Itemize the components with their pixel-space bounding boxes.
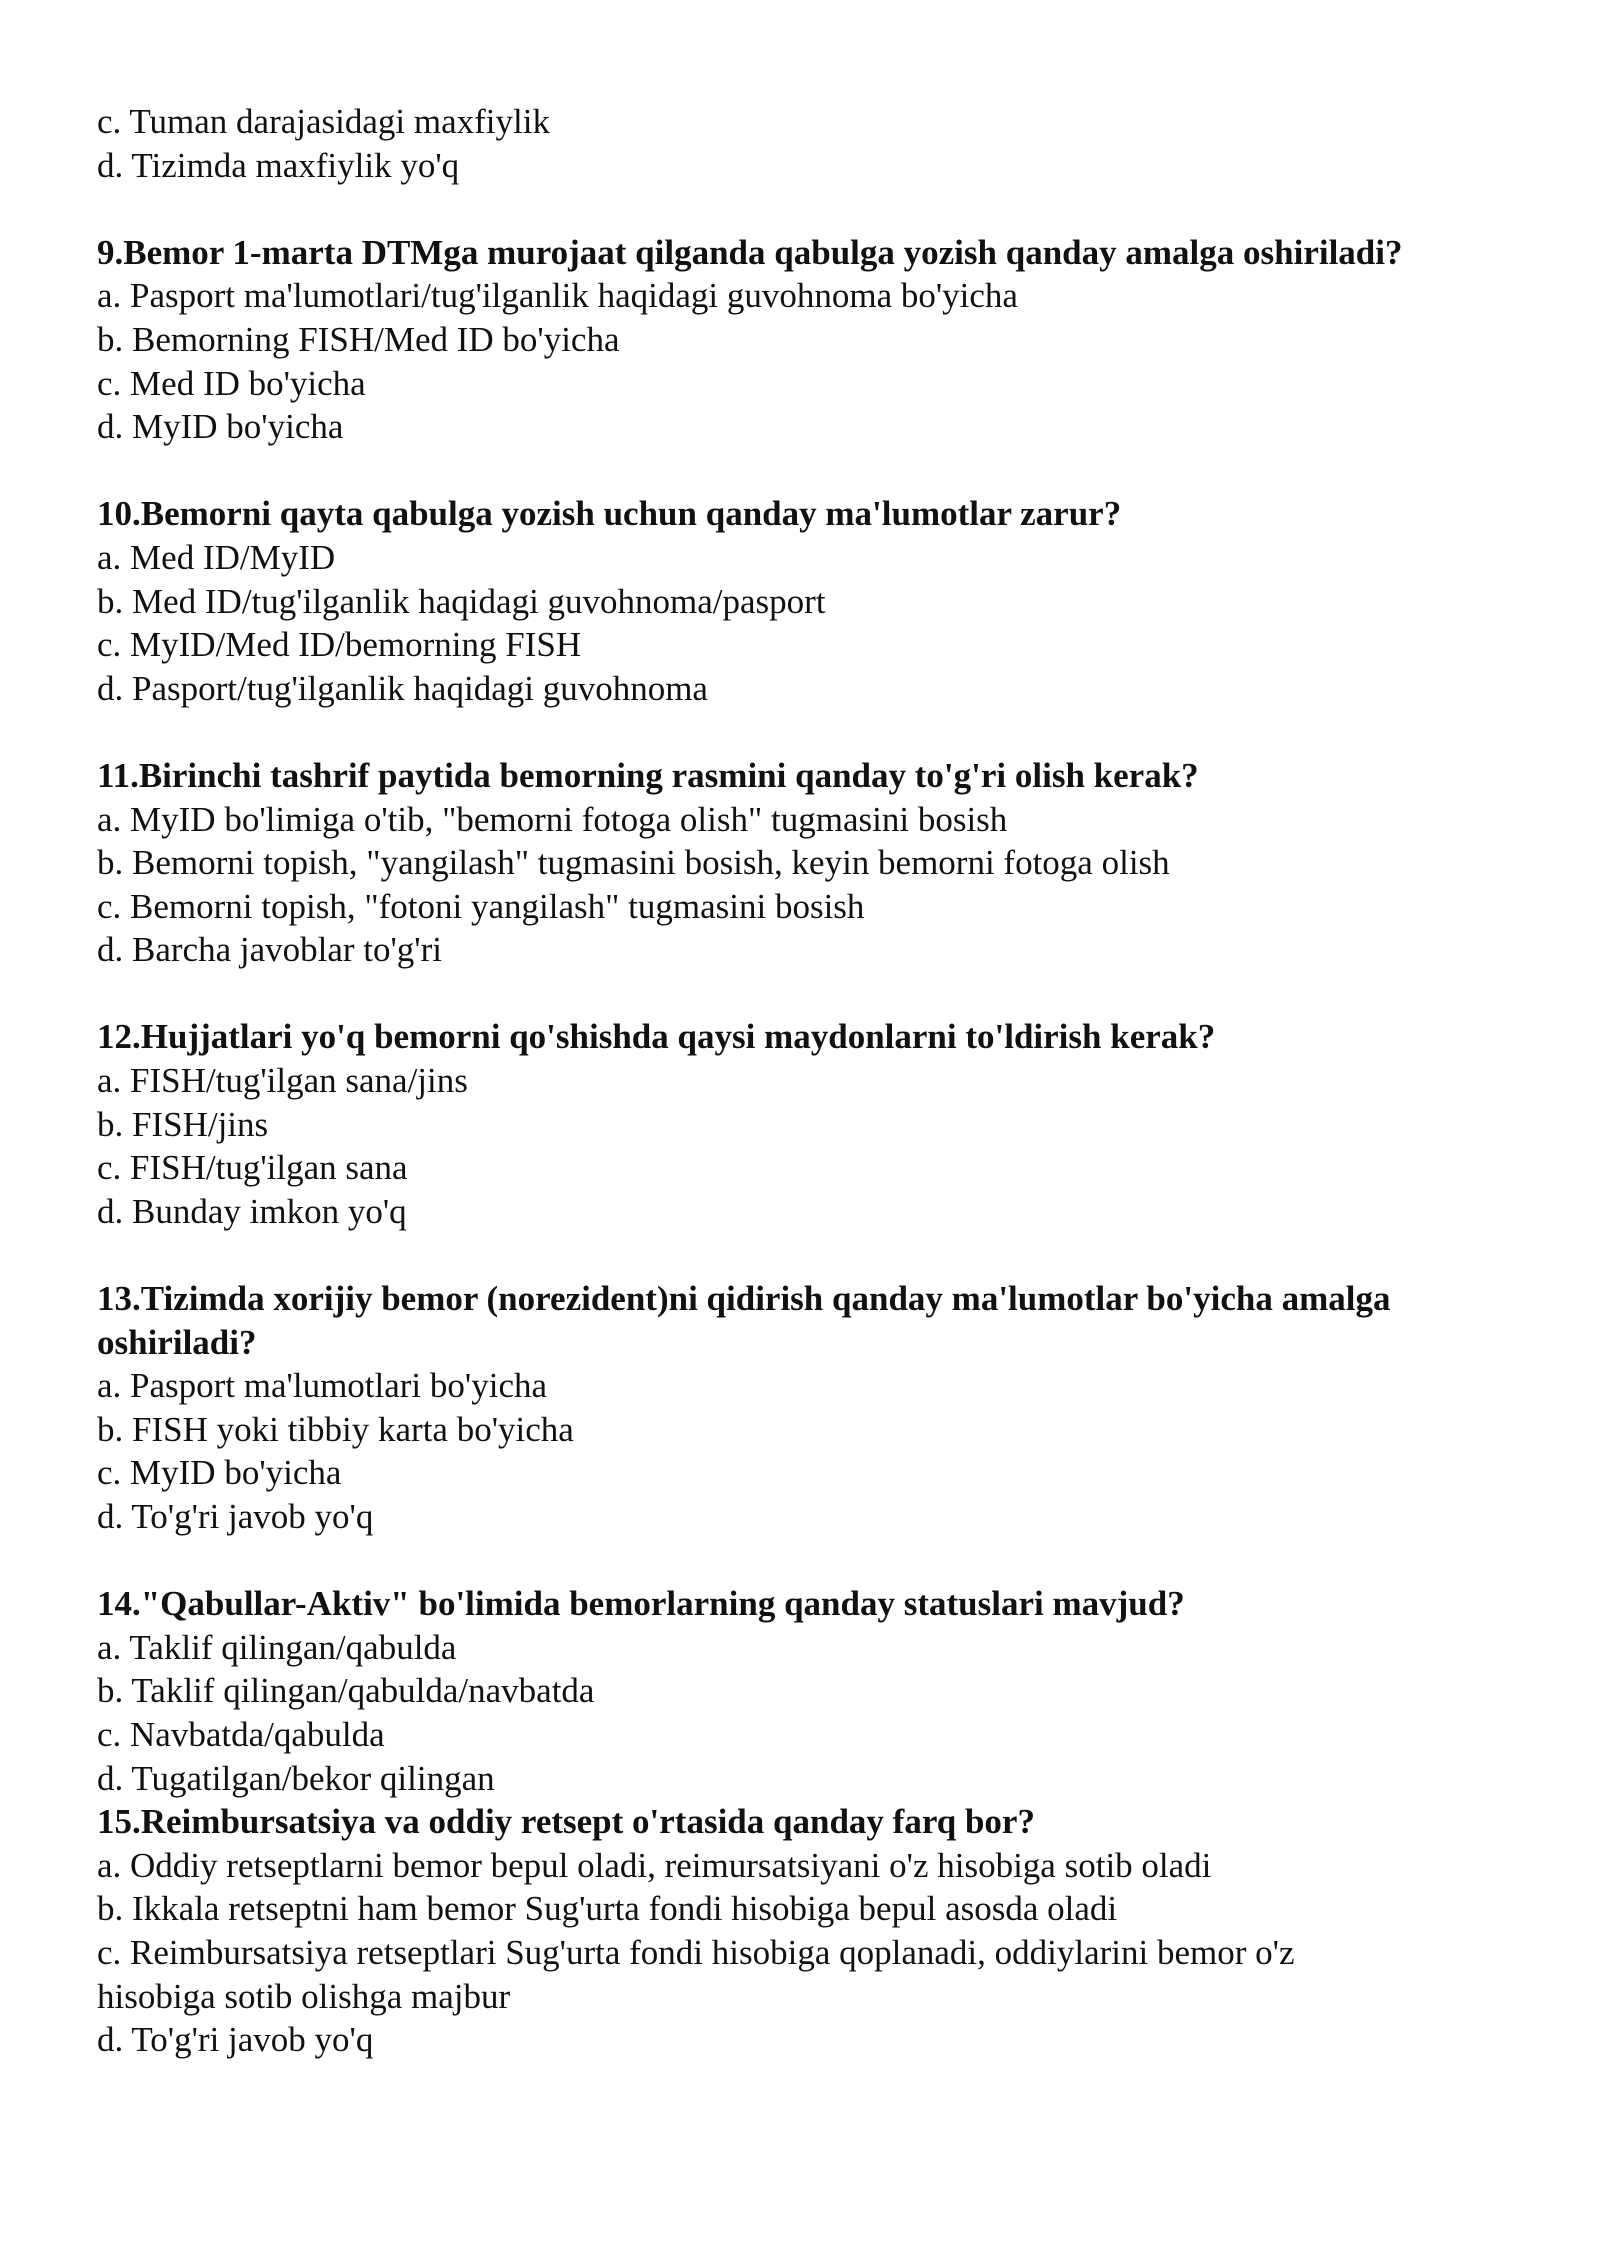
spacer: [97, 972, 1537, 1016]
question-12-option-c: c. FISH/tug'ilgan sana: [97, 1148, 408, 1188]
question-12-option-d: d. Bunday imkon yo'q: [97, 1191, 407, 1231]
spacer: [97, 1539, 1537, 1583]
question-14-option-b: b. Taklif qilingan/qabulda/navbatda: [97, 1671, 595, 1711]
question-13-option-b: b. FISH yoki tibbiy karta bo'yicha: [97, 1409, 574, 1449]
option-line: c. Tuman darajasidagi maxfiylik: [97, 102, 550, 141]
question-15-option-c: c. Reimbursatsiya retseptlari Sug'urta fondi hisobiga qoplanadi, oddiylarini bemor o'z: [97, 1932, 1295, 1972]
option-line: d. Tizimda maxfiylik yo'q: [97, 145, 460, 185]
question-10-option-c: c. MyID/Med ID/bemorning FISH: [97, 625, 582, 665]
question-12-title: 12.Hujjatlari yo'q bemorni qo'shishda qaysi maydonlarni to'ldirish kerak?: [97, 1017, 1216, 1057]
question-10-option-b: b. Med ID/tug'ilganlik haqidagi guvohnoma/pasport: [97, 581, 826, 621]
document-page: [97, 100, 1537, 2062]
question-13-option-d: d. To'g'ri javob yo'q: [97, 1497, 374, 1536]
spacer: [97, 187, 1537, 231]
spacer: [97, 710, 1537, 754]
question-15-title: 15.Reimbursatsiya va oddiy retsept o'rtasida qanday farq bor?: [97, 1802, 1035, 1842]
question-14-title: 14."Qabullar-Aktiv" bo'limida bemorlarning qanday statuslari mavjud?: [97, 1584, 1185, 1624]
question-15-option-a: a. Oddiy retseptlarni bemor bepul oladi, reimursatsiyani o'z hisobiga sotib oladi: [97, 1845, 1212, 1885]
question-10-option-a: a. Med ID/MyID: [97, 537, 336, 577]
spacer: [97, 1233, 1537, 1277]
question-12-option-a: a. FISH/tug'ilgan sana/jins: [97, 1061, 468, 1101]
question-13-title-line-1: 13.Tizimda xorijiy bemor (norezident)ni qidirish qanday ma'lumotlar bo'yicha amalga: [97, 1279, 1391, 1319]
question-15-option-c-continued: hisobiga sotib olishga majbur: [97, 1976, 511, 2016]
question-9-option-c: c. Med ID bo'yicha: [97, 363, 366, 403]
question-14-option-a: a. Taklif qilingan/qabulda: [97, 1627, 457, 1667]
question-11-option-c: c. Bemorni topish, "fotoni yangilash" tugmasini bosish: [97, 886, 865, 926]
question-9-option-d: d. MyID bo'yicha: [97, 407, 344, 447]
question-14-option-c: c. Navbatda/qabulda: [97, 1714, 385, 1754]
question-9-option-a: a. Pasport ma'lumotlari/tug'ilganlik haqidagi guvohnoma bo'yicha: [97, 276, 1018, 316]
question-15-option-b: b. Ikkala retseptni ham bemor Sug'urta fondi hisobiga bepul asosda oladi: [97, 1889, 1118, 1929]
question-10-title: 10.Bemorni qayta qabulga yozish uchun qanday ma'lumotlar zarur?: [97, 494, 1122, 534]
question-15-option-d: d. To'g'ri javob yo'q: [97, 2020, 374, 2060]
question-9-title: 9.Bemor 1-marta DTMga murojaat qilganda qabulga yozish qanday amalga oshiriladi?: [97, 232, 1403, 272]
question-13-option-c: c. MyID bo'yicha: [97, 1453, 342, 1493]
question-10-option-d: d. Pasport/tug'ilganlik haqidagi guvohnoma: [97, 668, 708, 708]
question-11-title: 11.Birinchi tashrif paytida bemorning rasmini qanday to'g'ri olish kerak?: [97, 755, 1199, 795]
question-12-option-b: b. FISH/jins: [97, 1104, 269, 1144]
question-9-option-b: b. Bemorning FISH/Med ID bo'yicha: [97, 319, 620, 359]
question-11-option-d: d. Barcha javoblar to'g'ri: [97, 930, 442, 970]
question-13-title-line-2: oshiriladi?: [97, 1322, 257, 1362]
question-14-option-d: d. Tugatilgan/bekor qilingan: [97, 1758, 495, 1798]
spacer: [97, 449, 1537, 493]
question-11-option-a: a. MyID bo'limiga o'tib, "bemorni fotoga olish" tugmasini bosish: [97, 799, 1008, 839]
question-11-option-b: b. Bemorni topish, "yangilash" tugmasini bosish, keyin bemorni fotoga olish: [97, 843, 1170, 883]
question-13-option-a: a. Pasport ma'lumotlari bo'yicha: [97, 1366, 548, 1406]
